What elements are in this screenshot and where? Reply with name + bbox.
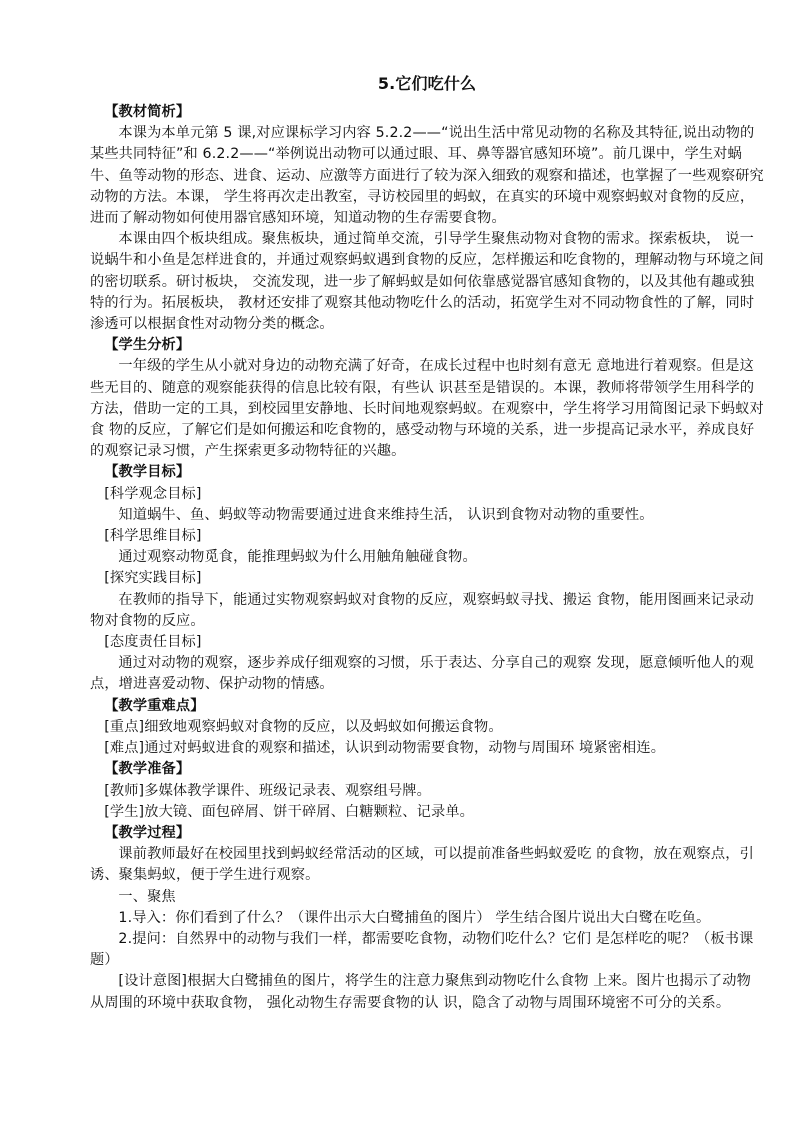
process-step: 2.提问：自然界中的动物与我们一样，都需要吃食物，动物们吃什么？它们 是怎样吃的呢？（板书课题） xyxy=(90,930,754,969)
paragraph: 课前教师最好在校园里找到蚂蚁经常活动的区域，可以提前准备些蚂蚁爱吃 的食物，放在观察点，引诱、聚集蚂蚁，便于学生进行观察。 xyxy=(90,846,754,884)
subsection-heading: 一、聚焦 xyxy=(118,888,176,905)
paragraph: 本课由四个板块组成。聚焦板块，通过简单交流，引导学生聚焦动物对食物的需求。探索板块， 说一说蜗牛和小鱼是怎样进食的，并通过观察蚂蚁遇到食物的反应，怎样搬运和吃食物的，理解动物与环境之间的密切联系。研讨板块， 交流发现，进一步了解蚂蚁是如何依靠感觉器官感知食物的，以及其他有趣或独特的行为。拓展板块， 教材还安排了观察其他动物吃什么的活动，拓宽学生对不同动物食性的了解，同时渗透可以根据食性对动物分类的概念。 xyxy=(90,231,764,333)
document-title: 5.它们吃什么 xyxy=(377,74,477,93)
paragraph: 一年级的学生从小就对身边的动物充满了好奇，在成长过程中也时刻有意无 意地进行着观察。但是这些无目的、随意的观察能获得的信息比较有限，有些认 识甚至是错误的。本课，教师将带领学生用科学的方法，借助一定的工具，到校园里安静地、长时间地观察蚂蚁。在观察中，学生将学习用简图记录下蚂蚁对食 物的反应，了解它们是如何搬运和吃食物的，感受动物与环境的关系，进一步提高记录水平，养成良好的观察记录习惯，产生探索更多动物特征的兴趣。 xyxy=(90,358,764,460)
paragraph: 本课为本单元第 5 课,对应课标学习内容 5.2.2——“说出生活中常见动物的名称及其特征,说出动物的某些共同特征”和 6.2.2——“举例说出动物可以通过眼、耳、鼻等器官感知环境”。前几课中，学生对蜗牛、鱼等动物的形态、进食、运动、应激等方面进行了较为深入细致的观察和描述，也掌握了一些观察研究动物的方法。本课， 学生将再次走出教室，寻访校园里的蚂蚁，在真实的环境中观察蚂蚁对食物的反应，进而了解动物如何使用器官感知环境，知道动物的生存需要食物。 xyxy=(90,125,764,227)
goal-label: [科学观念目标] xyxy=(104,485,202,502)
key-point: [重点]细致地观察蚂蚁对食物的反应，以及蚂蚁如何搬运食物。 xyxy=(104,718,503,735)
goal-text: 通过对动物的观察，逐步养成仔细观察的习惯，乐于表达、分享自己的观察 发现，愿意倾听他人的观点，增进喜爱动物、保护动物的情感。 xyxy=(90,655,754,693)
goal-text: 知道蜗牛、鱼、蚂蚁等动物需要通过进食来维持生活， 认识到食物对动物的重要性。 xyxy=(118,506,654,523)
goal-label: [科学思维目标] xyxy=(104,528,202,545)
section-heading-textbook-analysis: 【教材简析】 xyxy=(104,104,191,120)
goal-label: [探究实践目标] xyxy=(104,570,202,587)
design-intent: [设计意图]根据大白鹭捕鱼的图片，将学生的注意力聚焦到动物吃什么食物 上来。图片也揭示了动物从周围的环境中获取食物， 强化动物生存需要食物的认 识，隐含了动物与周围环境密不可分的关系。 xyxy=(90,973,751,1011)
process-step: 1.导入：你们看到了什么？（课件出示大白鹭捕鱼的图片） 学生结合图片说出大白鹭在吃鱼。 xyxy=(118,909,711,926)
section-heading-student-analysis: 【学生分析】 xyxy=(104,337,191,354)
section-heading-preparation: 【教学准备】 xyxy=(104,761,191,778)
section-heading-key-points: 【教学重难点】 xyxy=(104,697,205,714)
key-point: [难点]通过对蚂蚁进食的观察和描述，认识到动物需要食物，动物与周围环 境紧密相连。 xyxy=(104,740,666,757)
section-heading-teaching-process: 【教学过程】 xyxy=(104,824,191,841)
goal-label: [态度责任目标] xyxy=(104,634,202,651)
preparation-item: [学生]放大镜、面包碎屑、饼干碎屑、白糖颗粒、记录单。 xyxy=(104,803,474,820)
preparation-item: [教师]多媒体教学课件、班级记录表、观察组号牌。 xyxy=(104,782,431,799)
goal-text: 通过观察动物觅食，能推理蚂蚁为什么用触角触碰食物。 xyxy=(118,549,477,566)
section-heading-teaching-goals: 【教学目标】 xyxy=(104,464,191,481)
goal-text: 在教师的指导下，能通过实物观察蚂蚁对食物的反应，观察蚂蚁寻找、搬运 食物，能用图画来记录动物对食物的反应。 xyxy=(90,591,754,629)
